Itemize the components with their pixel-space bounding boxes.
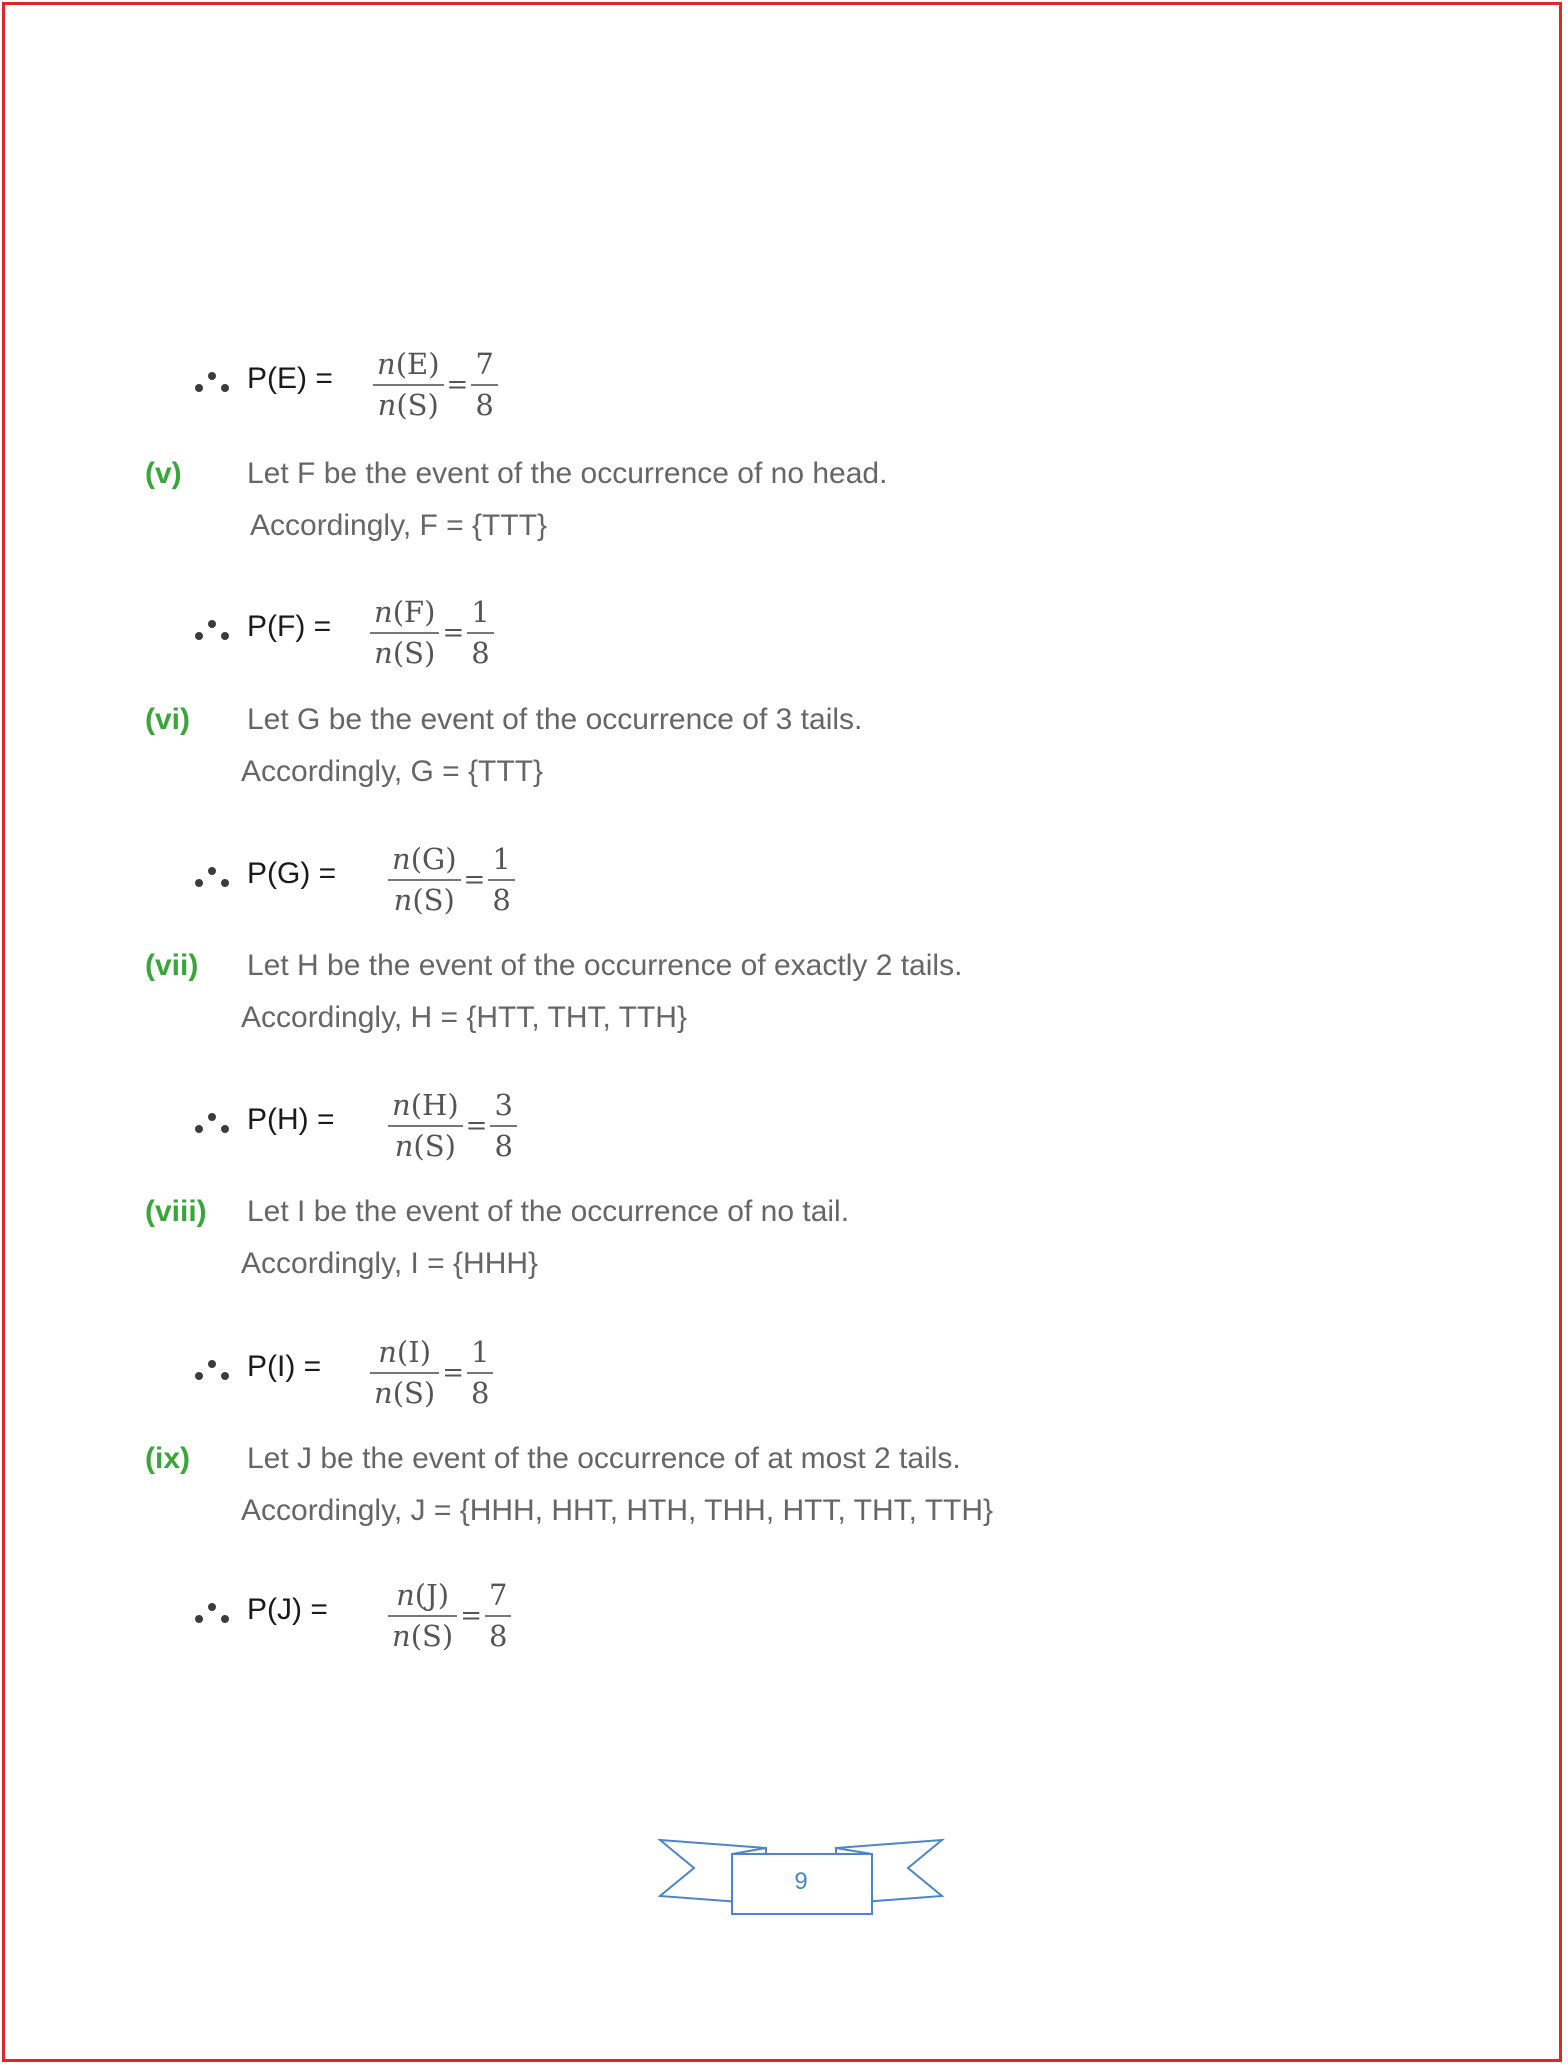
therefore-icon <box>195 1113 229 1137</box>
therefore-icon <box>195 1603 229 1627</box>
therefore-icon <box>195 1360 229 1384</box>
fraction-expression: $\frac{n(J)}{n(S)}$ = $\frac{7}{8}$ <box>388 1571 511 1661</box>
page-number: 9 <box>794 1868 808 1895</box>
accordingly-viii: Accordingly, I = {HHH} <box>241 1247 539 1280</box>
accordingly-ix: Accordingly, J = {HHH, HHT, HTH, THH, HTT, THT, TTH} <box>241 1494 994 1527</box>
item-text-ix: Let J be the event of the occurrence of at most 2 tails. <box>247 1442 961 1475</box>
fraction-expression: $\frac{n(E)}{n(S)}$ = $\frac{7}{8}$ <box>373 340 498 430</box>
equation-lhs: P(G) = <box>247 857 337 890</box>
page-border <box>2 2 1562 2062</box>
fraction-expression: $\frac{n(I)}{n(S)}$ = $\frac{1}{8}$ <box>370 1328 493 1418</box>
item-label-viii: (viii) <box>145 1195 207 1228</box>
item-label-ix: (ix) <box>145 1442 190 1475</box>
equation-lhs: P(J) = <box>247 1593 328 1626</box>
item-label-v: (v) <box>145 457 182 490</box>
item-label-vi: (vi) <box>145 703 190 736</box>
item-text-vi: Let G be the event of the occurrence of 3 tails. <box>247 703 863 736</box>
equation-lhs: P(E) = <box>247 362 333 395</box>
equation-lhs: P(I) = <box>247 1350 322 1383</box>
equation-lhs: P(H) = <box>247 1103 335 1136</box>
item-label-vii: (vii) <box>145 949 199 982</box>
fraction-expression: $\frac{n(H)}{n(S)}$ = $\frac{3}{8}$ <box>388 1081 517 1171</box>
fraction-expression: $\frac{n(F)}{n(S)}$ = $\frac{1}{8}$ <box>370 588 494 678</box>
fraction-expression: $\frac{n(G)}{n(S)}$ = $\frac{1}{8}$ <box>388 835 515 925</box>
item-text-vii: Let H be the event of the occurrence of exactly 2 tails. <box>247 949 963 982</box>
item-text-v: Let F be the event of the occurrence of no head. <box>247 457 888 490</box>
item-text-viii: Let I be the event of the occurrence of no tail. <box>247 1195 850 1228</box>
page-number-ribbon <box>656 1830 946 1920</box>
accordingly-vii: Accordingly, H = {HTT, THT, TTH} <box>241 1001 687 1034</box>
equation-lhs: P(F) = <box>247 610 332 643</box>
therefore-icon <box>195 867 229 891</box>
therefore-icon <box>195 372 229 396</box>
accordingly-v: Accordingly, F = {TTT} <box>250 509 548 542</box>
therefore-icon <box>195 620 229 644</box>
accordingly-vi: Accordingly, G = {TTT} <box>241 755 544 788</box>
